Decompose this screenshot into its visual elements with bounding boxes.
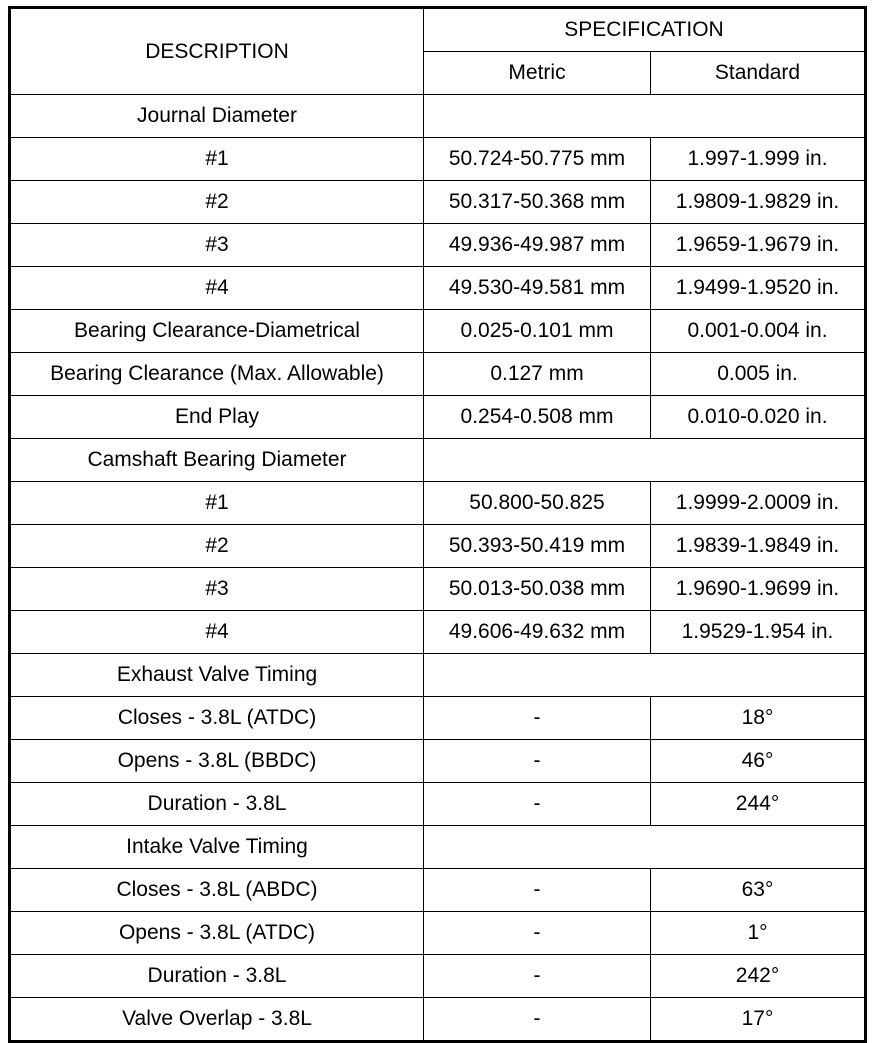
table-row <box>10 310 866 353</box>
table-row <box>10 224 866 267</box>
table-body <box>10 95 866 1042</box>
table-row <box>10 525 866 568</box>
description-cell: #3 <box>10 224 424 267</box>
section-row <box>10 439 866 482</box>
description-cell: #4 <box>10 611 424 654</box>
metric-cell: - <box>424 955 651 998</box>
table-row <box>10 869 866 912</box>
specification-header: SPECIFICATION <box>424 8 866 52</box>
metric-cell: 50.724-50.775 mm <box>424 138 651 181</box>
section-row <box>10 95 866 138</box>
header-row-top <box>10 8 866 52</box>
standard-cell: 1.9690-1.9699 in. <box>651 568 866 611</box>
description-cell: Closes - 3.8L (ATDC) <box>10 697 424 740</box>
metric-cell: - <box>424 697 651 740</box>
standard-cell: 1.9529-1.954 in. <box>651 611 866 654</box>
metric-cell: 0.025-0.101 mm <box>424 310 651 353</box>
description-cell: End Play <box>10 396 424 439</box>
section-title: Camshaft Bearing Diameter <box>10 439 424 482</box>
section-spec-blank <box>424 439 866 482</box>
standard-cell: 1.9659-1.9679 in. <box>651 224 866 267</box>
table-row <box>10 568 866 611</box>
standard-cell: 17° <box>651 998 866 1042</box>
metric-cell: 0.127 mm <box>424 353 651 396</box>
description-cell: Duration - 3.8L <box>10 783 424 826</box>
table-row <box>10 697 866 740</box>
standard-header: Standard <box>651 52 866 95</box>
standard-cell: 242° <box>651 955 866 998</box>
section-spec-blank <box>424 826 866 869</box>
metric-header: Metric <box>424 52 651 95</box>
standard-cell: 1.9499-1.9520 in. <box>651 267 866 310</box>
table-header <box>10 8 866 95</box>
description-cell: Closes - 3.8L (ABDC) <box>10 869 424 912</box>
standard-cell: 1.9839-1.9849 in. <box>651 525 866 568</box>
table-row <box>10 267 866 310</box>
standard-cell: 244° <box>651 783 866 826</box>
section-title: Journal Diameter <box>10 95 424 138</box>
section-title: Intake Valve Timing <box>10 826 424 869</box>
table-row <box>10 611 866 654</box>
section-title: Exhaust Valve Timing <box>10 654 424 697</box>
standard-cell: 0.010-0.020 in. <box>651 396 866 439</box>
section-spec-blank <box>424 654 866 697</box>
table-row <box>10 912 866 955</box>
description-cell: Opens - 3.8L (BBDC) <box>10 740 424 783</box>
description-cell: #1 <box>10 138 424 181</box>
section-row <box>10 826 866 869</box>
metric-cell: - <box>424 783 651 826</box>
table-row <box>10 783 866 826</box>
metric-cell: - <box>424 740 651 783</box>
description-cell: Bearing Clearance-Diametrical <box>10 310 424 353</box>
description-cell: #2 <box>10 525 424 568</box>
standard-cell: 1.9809-1.9829 in. <box>651 181 866 224</box>
standard-cell: 1.9999-2.0009 in. <box>651 482 866 525</box>
description-cell: Bearing Clearance (Max. Allowable) <box>10 353 424 396</box>
standard-cell: 63° <box>651 869 866 912</box>
metric-cell: 50.317-50.368 mm <box>424 181 651 224</box>
description-cell: #2 <box>10 181 424 224</box>
metric-cell: 0.254-0.508 mm <box>424 396 651 439</box>
metric-cell: - <box>424 998 651 1042</box>
description-cell: #4 <box>10 267 424 310</box>
standard-cell: 1° <box>651 912 866 955</box>
metric-cell: 50.393-50.419 mm <box>424 525 651 568</box>
table-row <box>10 482 866 525</box>
table-row <box>10 181 866 224</box>
standard-cell: 0.001-0.004 in. <box>651 310 866 353</box>
description-cell: #1 <box>10 482 424 525</box>
metric-cell: 49.530-49.581 mm <box>424 267 651 310</box>
section-row <box>10 654 866 697</box>
description-cell: Duration - 3.8L <box>10 955 424 998</box>
description-cell: Valve Overlap - 3.8L <box>10 998 424 1042</box>
description-cell: Opens - 3.8L (ATDC) <box>10 912 424 955</box>
table-row <box>10 955 866 998</box>
standard-cell: 18° <box>651 697 866 740</box>
section-spec-blank <box>424 95 866 138</box>
table-row <box>10 396 866 439</box>
standard-cell: 1.997-1.999 in. <box>651 138 866 181</box>
table-row <box>10 998 866 1042</box>
metric-cell: 50.800-50.825 <box>424 482 651 525</box>
metric-cell: 50.013-50.038 mm <box>424 568 651 611</box>
specification-table <box>8 6 867 1043</box>
description-cell: #3 <box>10 568 424 611</box>
metric-cell: - <box>424 869 651 912</box>
table-row <box>10 138 866 181</box>
standard-cell: 46° <box>651 740 866 783</box>
metric-cell: 49.606-49.632 mm <box>424 611 651 654</box>
description-header: DESCRIPTION <box>10 8 424 95</box>
table-row <box>10 740 866 783</box>
table-row <box>10 353 866 396</box>
standard-cell: 0.005 in. <box>651 353 866 396</box>
metric-cell: - <box>424 912 651 955</box>
metric-cell: 49.936-49.987 mm <box>424 224 651 267</box>
